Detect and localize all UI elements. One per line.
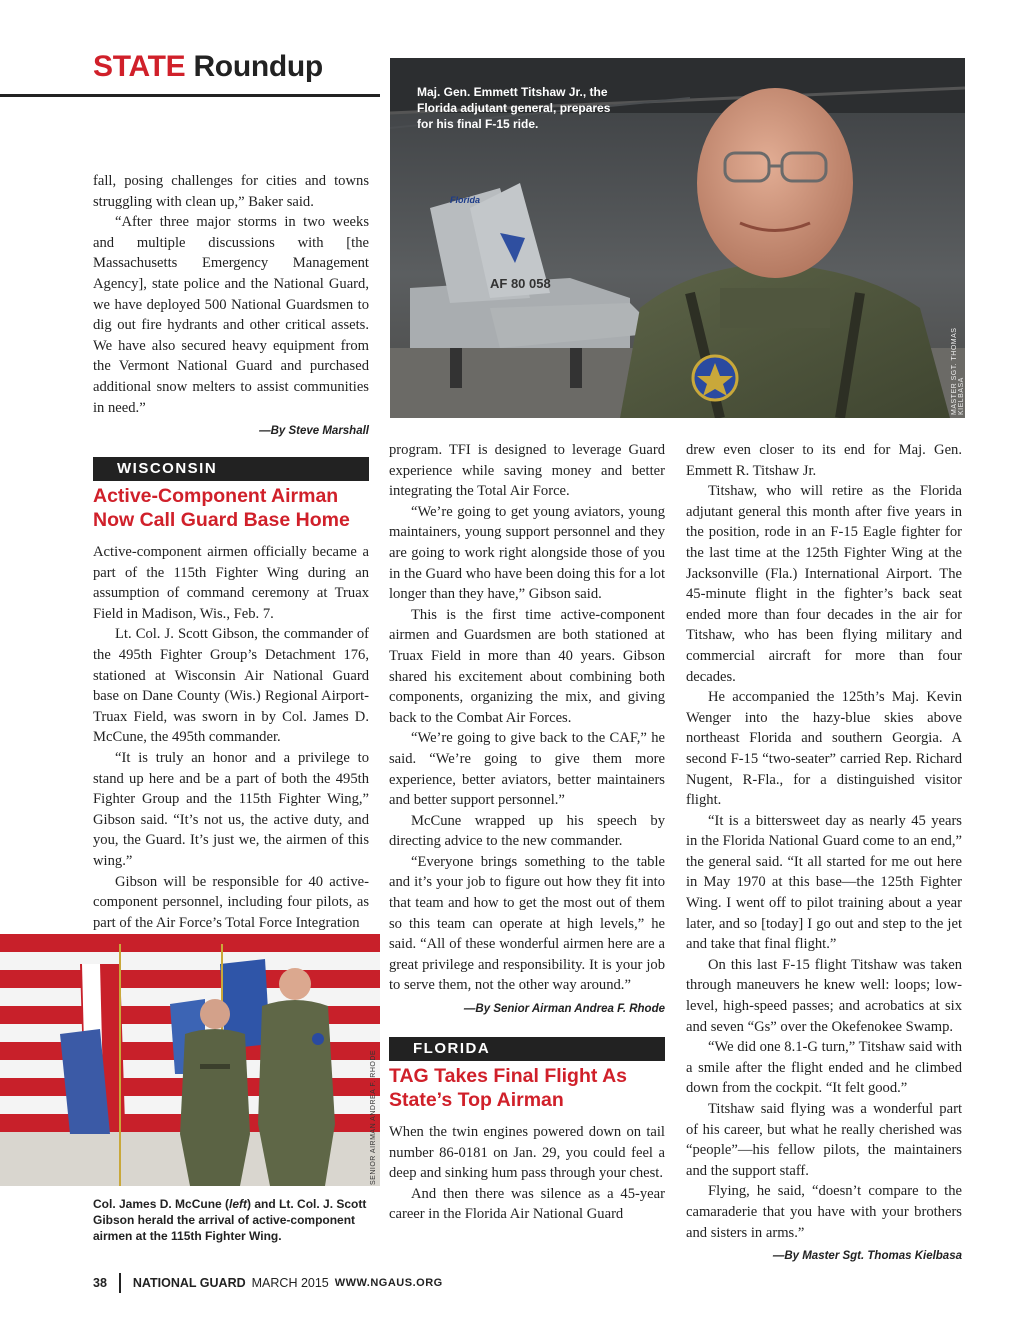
bottom-photo-illustration [0, 934, 380, 1186]
article-paragraph: Lt. Col. J. Scott Gibson, the commander of the 495th Fighter Group’s Detachment 176, stationed at Wisconsin Air National Guard base on Dane County (Wis.) Regional Airport-Truax Field, was sworn in by Col. James D. McCune, the 495th commander. [93, 626, 369, 746]
article-paragraph: fall, posing challenges for cities and towns struggling with clean up,” Baker said. [93, 173, 369, 210]
footer-divider [119, 1273, 121, 1293]
tail-number: AF 80 058 [490, 276, 551, 291]
article-paragraph: This is the first time active-component airmen and Guardsmen are both stationed at Truax Field in more than 40 years. Gibson shared his excitement about combining both components, organizing the mix, and giving back to the Combat Air Forces. [389, 606, 665, 726]
top-photo-caption: Maj. Gen. Emmett Titshaw Jr., the Florida adjutant general, prepares for his final F-15 ride. [417, 85, 611, 131]
section-label-florida: FLORIDA [389, 1037, 665, 1061]
article-paragraph: “It is a bittersweet day as nearly 45 years in the Florida National Guard come to an end,” the general said. “It all started for me out here in May 1970 at this base—the 125th Fighter Wing. I went off to pilot training about a year later, and so [today] I go out and step to the jet and take that final flight.” [686, 812, 962, 953]
wisconsin-article-col1 [93, 542, 369, 933]
article-paragraph: Titshaw, who will retire as the Florida adjutant general this month after five years in the position, rode in an F-15 Eagle fighter for the last time at the 125th Fighter Wing at the Jacksonville (Fla.) International Airport. The 45-minute flight in the fighter’s back seat ended more than four decades in the air for Titshaw, who has been flying military and commercial aircraft for more than four decades. [686, 483, 962, 685]
article-paragraph: Gibson will be responsible for 40 active-component personnel, including four pilots, as part of the Air Force’s Total Force Integration [93, 873, 369, 931]
florida-headline: TAG Takes Final Flight As State’s Top Airman [389, 1065, 627, 1111]
article-paragraph: program. TFI is designed to leverage Guard experience while saving money and better integrating the Total Air Force. [389, 442, 665, 500]
article-paragraph: “Everyone brings something to the table and it’s your job to figure out how they fit into that team and how to get the most out of them so this team can operate at high levels,” he said. “All of these wonderful airmen here are a great privilege and responsibility. It is your job to serve them, not the other way around.” [389, 853, 665, 994]
wisconsin-headline: Active-Component Airman Now Call Guard Base Home [93, 485, 350, 531]
byline: —By Steve Marshall [259, 425, 369, 438]
page-footer [93, 1273, 443, 1293]
header-roundup-word: Roundup [193, 50, 323, 83]
wisconsin-article-col2 [389, 440, 665, 1020]
article-paragraph: On this last F-15 flight Titshaw was taken through maneuvers he knew well: loops; low-level, high-speed passes; and acrobatics at six and seven “Gs” over the Okefenokee Swamp. [686, 956, 962, 1035]
tail-text: Florida [450, 195, 481, 205]
article-paragraph: McCune wrapped up his speech by directing advice to the new commander. [389, 812, 665, 850]
article-paragraph: “We’re going to give back to the CAF,” he said. “We’re going to give them more experience, better aviators, better maintainers and better support personnel.” [389, 730, 665, 809]
caption-part: left [229, 1197, 248, 1211]
article-paragraph: Flying, he said, “doesn’t compare to the camaraderie that you have with your brothers and sisters in arms.” [686, 1183, 962, 1241]
header-state-word: STATE [93, 50, 186, 83]
article-paragraph: “We did one 8.1-G turn,” Titshaw said with a smile after the flight ended and he climbed down from the cockpit. “It felt good.” [686, 1039, 962, 1097]
section-label-wisconsin: WISCONSIN [93, 457, 369, 481]
article-paragraph: And then there was silence as a 45-year career in the Florida Air National Guard [389, 1185, 665, 1223]
article-paragraph: “After three major storms in two weeks and multiple discussions with [the Massachusetts Emergency Management Agency], state police and the National Guard, we have deployed 500 National Guardsmen to dig out fire hydrants and other critical assets. We have also secured heavy equipment from the Vermont National Guard and purchased additional snow melters to assist communities in need.” [93, 214, 369, 416]
top-photo-credit: MASTER SGT. THOMAS KIELBASA [951, 327, 965, 415]
page-number: 38 [93, 1276, 107, 1290]
article-paragraph: When the twin engines powered down on tail number 86-0181 on Jan. 29, you could feel a deep and sinking hum pass through your chest. [389, 1124, 665, 1182]
article-paragraph: drew even closer to its end for Maj. Gen. Emmett R. Titshaw Jr. [686, 442, 962, 479]
byline: —By Master Sgt. Thomas Kielbasa [772, 1250, 962, 1263]
bottom-photo-caption [93, 1196, 373, 1244]
article-paragraph: He accompanied the 125th’s Maj. Kevin Wenger into the hazy-blue skies above northeast Florida and southern Georgia. A second F-15 “two-seater” carried Rep. Richard Nugent, R-Fla., for a distinguished visitor flight. [686, 689, 962, 809]
website-url: WWW.NGAUS.ORG [334, 1277, 443, 1289]
header-rule [0, 94, 380, 97]
magazine-name: NATIONAL GUARD [132, 1276, 246, 1290]
bottom-photo-credit: SENIOR AIRMAN ANDREA F. RHODE [370, 1049, 377, 1185]
article-paragraph: “We’re going to get young aviators, young maintainers, young support personnel and they are going to work right alongside those of you in the Guard who have been doing this for a lot longer than they have,” Gibson said. [389, 503, 665, 603]
bottom-photo [0, 934, 380, 1186]
massachusetts-article [93, 171, 369, 442]
florida-article-col2 [389, 1122, 665, 1225]
section-header [93, 50, 323, 84]
article-paragraph: Active-component airmen officially became a part of the 115th Fighter Wing during an assumption of command ceremony at Truax Field in Madison, Wis., Feb. 7. [93, 544, 369, 622]
caption-part: ) and Lt. Col. J. Scott Gibson herald the arrival of active-component airmen at the 115th Fighter Wing. [93, 1197, 367, 1243]
issue-date: MARCH 2015 [251, 1276, 329, 1290]
caption-part: Col. James D. McCune ( [93, 1197, 230, 1211]
florida-article-col3 [686, 440, 962, 1267]
article-paragraph: Titshaw said flying was a wonderful part of his career, but what he really cherished was “people”—his fellow pilots, the maintainers and the support staff. [686, 1101, 962, 1179]
article-paragraph: “It is truly an honor and a privilege to stand up here and be a part of both the 495th Fighter Group and the 115th Fighter Wing,” Gibson said. “It’s not us, the active duty, and you, the Guard. It’s just we, the airmen of this wing.” [93, 749, 369, 869]
byline: —By Senior Airman Andrea F. Rhode [463, 1003, 665, 1016]
